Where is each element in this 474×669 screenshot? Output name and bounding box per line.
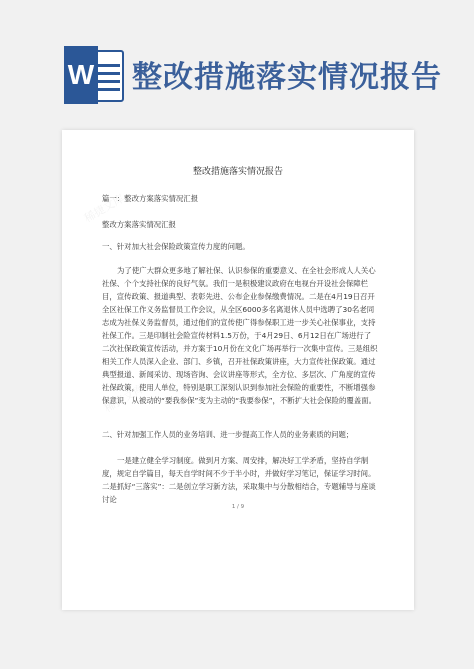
paragraph-2 <box>102 454 378 506</box>
word-app-icon <box>64 44 126 106</box>
banner-title: 整改措施落实情况报告 <box>132 60 442 95</box>
paragraph-2-text: 一是建立健全学习制度。做到月方案、周安排，解决好工学矛盾，坚持自学制度，规定自学篇目，每天自学时间不少于半小时，并做好学习笔记，保证学习时间。二是抓好“三落实”：二是创立学习新方法，采取集中与分散相结合，专题辅导与座谈讨论 <box>102 456 376 504</box>
watermark: 稀捷文库 <box>281 451 327 486</box>
watermark: 稀捷文库 <box>241 261 287 296</box>
watermark: 稀捷文库 <box>81 191 127 226</box>
banner <box>0 0 474 120</box>
section-1-heading: 一、针对加大社会保险政策宣传力度的问题。 <box>102 242 250 251</box>
document-title: 整改措施落实情况报告 <box>192 167 283 177</box>
paragraph-1-text: 为了使广大群众更多地了解社保、认识参保的重要意义、在全社会形成人人关心社保、个个支持社保的良好气氛。我们一是积极建议政府在电视台开设社会保障栏目，宣传政策、报道典型、表彰先进、公布企业参保缴费情况。二是在4月19日召开全区社保工作义务监督员工作会议，从全区6000多名离退休人员中选聘了30名老同志成为社保义务监督员，通过他们的宣传使广得参保职工进一步关心社保事业，支持社保工作。三是印制社会险宣传材料1.5万份，于4月29日、6月12日在广场进行了二次社保政策宣传活动，并方案于10月份在文化广场再举行一次集中宣传。三是组织相关工作人员深入企业、部门、乡镇，召开社保政策讲座，大力宣传社保政策。通过典型报道、新闻采访、现场咨询、会议讲座等形式，全方位、多层次、广角度的宣传社保政策，使用人单位，特别是职工深刻认识到参加社会保险的重要性，不断增强参保意识，从被动的“要我参保”变为主动的“我要参保”，不断扩大社会保险的覆盖面。 <box>102 266 378 405</box>
section-2-heading: 二、针对加强工作人员的业务培训、进一步提高工作人员的业务素质的问题； <box>102 430 354 439</box>
document-subtitle: 整改方案落实情况汇报 <box>102 220 176 229</box>
word-app-letter: W <box>64 46 98 104</box>
paragraph-1 <box>102 264 378 407</box>
document-page <box>62 130 414 610</box>
part-heading: 篇一：整改方案落实情况汇报 <box>102 194 199 203</box>
page-number: 1 / 9 <box>231 504 245 510</box>
watermark: 稀捷文库 <box>101 381 147 416</box>
